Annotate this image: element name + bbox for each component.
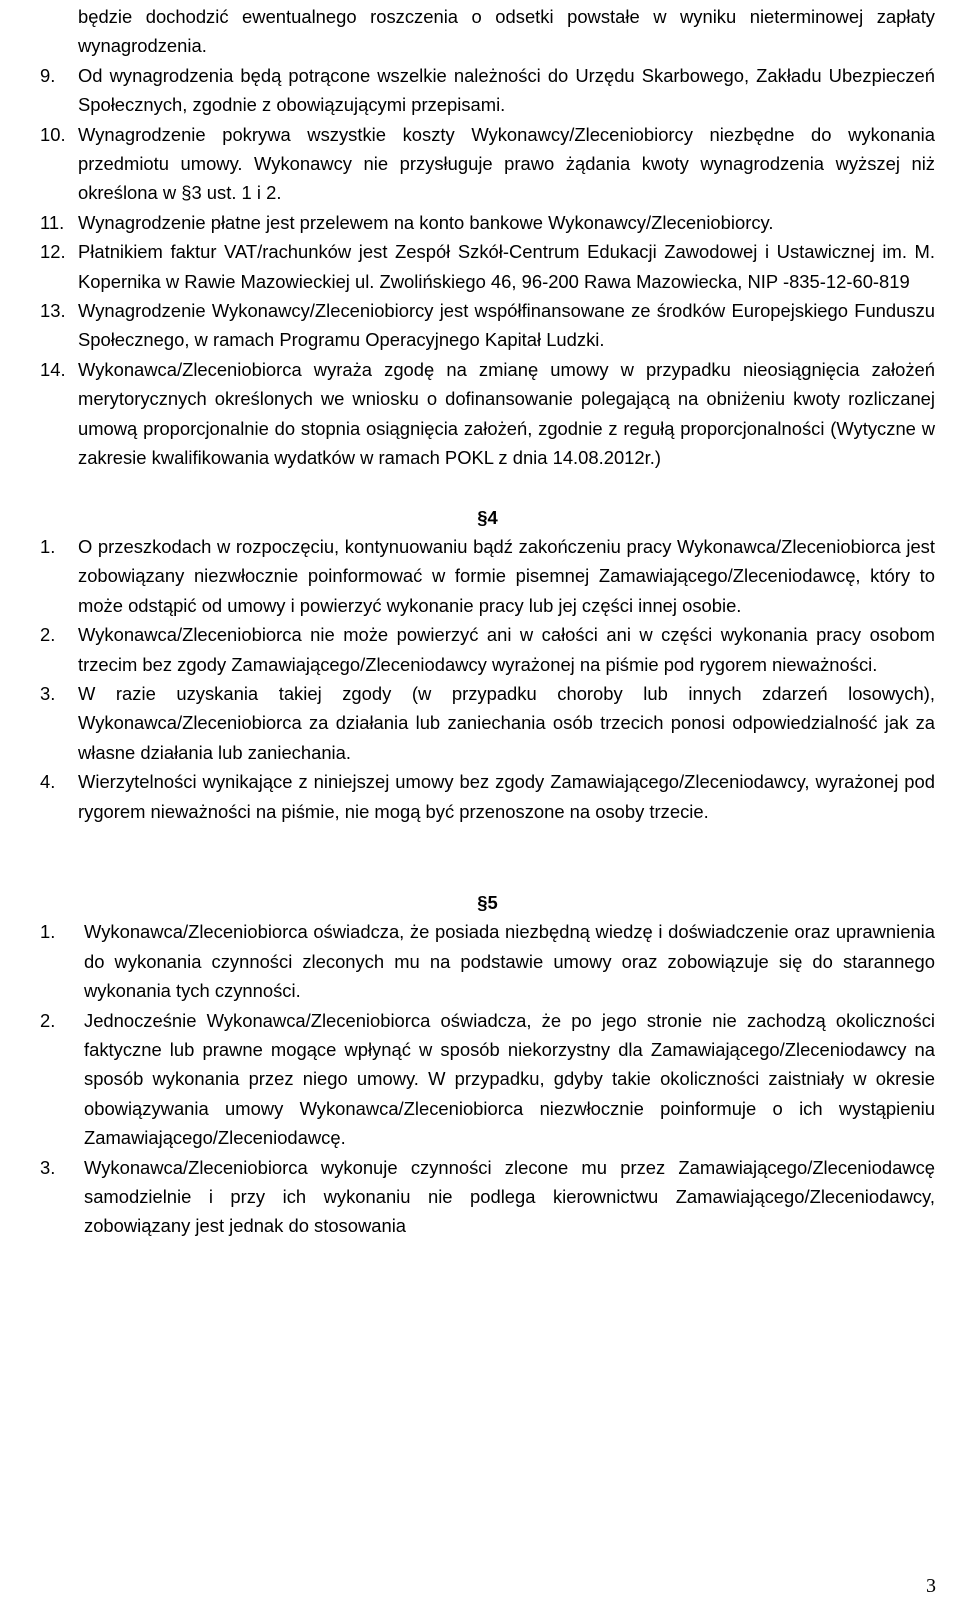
list-item	[40, 296, 935, 355]
item-number: 1.	[40, 921, 56, 943]
section-5-heading: §5	[477, 891, 498, 913]
item-number: 1.	[40, 535, 56, 557]
item-number: 2.	[40, 624, 56, 646]
item-number: 10.	[40, 123, 66, 145]
item-number: 9.	[40, 64, 56, 86]
list-item	[40, 1153, 935, 1241]
list-item	[40, 679, 935, 767]
list-item	[40, 917, 935, 1005]
list-item	[40, 620, 935, 679]
item-number: 14.	[40, 358, 66, 380]
item-text: Jednocześnie Wykonawca/Zleceniobiorca oświadcza, że po jego stronie nie zachodzą okoliczności faktyczne lub prawne mogące wpłynąć w sposób niekorzystny dla Zamawiającego/Zleceniodawcy na sposób wykonania przez niego umowy. W przypadku, gdyby takie okoliczności zaistniały w okresie obowiązywania umowy Wykonawca/Zleceniobiorca niezwłocznie poinformuje o ich wystąpieniu Zamawiającego/Zleceniodawcę.	[84, 1009, 935, 1149]
list-item	[40, 237, 935, 296]
item-number: 13.	[40, 300, 66, 322]
item-number: 11.	[40, 211, 65, 233]
item-number: 12.	[40, 241, 66, 263]
document-page	[40, 0, 935, 1241]
item-text: Wynagrodzenie pokrywa wszystkie koszty Wykonawcy/Zleceniobiorcy niezbędne do wykonania przedmiotu umowy. Wykonawcy nie przysługuje prawo żądania kwoty wynagrodzenia wyższej niż określona w §3 ust. 1 i 2.	[78, 123, 935, 204]
item-number: 3.	[40, 1156, 56, 1178]
section-3-items	[40, 61, 935, 473]
item-text: Wynagrodzenie płatne jest przelewem na konto bankowe Wykonawcy/Zleceniobiorcy.	[78, 211, 774, 233]
item-number: 3.	[40, 682, 56, 704]
item-text: Wykonawca/Zleceniobiorca oświadcza, że posiada niezbędną wiedzę i doświadczenie oraz uprawnienia do wykonania czynności zleconych mu na podstawie umowy oraz zobowiązuje się do starannego wykonania tych czynności.	[84, 921, 935, 1002]
section-4-items	[40, 532, 935, 826]
intro-paragraph: będzie dochodzić ewentualnego roszczenia o odsetki powstałe w wyniku nieterminowej zapłaty wynagrodzenia.	[78, 6, 935, 57]
list-item	[40, 61, 935, 120]
item-text: Płatnikiem faktur VAT/rachunków jest Zespół Szkół-Centrum Edukacji Zawodowej i Ustawicznej im. M. Kopernika w Rawie Mazowieckiej ul. Zwolińskiego 46, 96-200 Rawa Mazowiecka, NIP -835-12-60-819	[78, 241, 935, 292]
page-number: 3	[926, 1575, 936, 1597]
item-number: 4.	[40, 771, 56, 793]
item-text: Wykonawca/Zleceniobiorca nie może powierzyć ani w całości ani w części wykonania pracy osobom trzecim bez zgody Zamawiającego/Zleceniodawcy wyrażonej na piśmie pod rygorem nieważności.	[78, 624, 935, 675]
list-item	[40, 1006, 935, 1153]
item-text: Wierzytelności wynikające z niniejszej umowy bez zgody Zamawiającego/Zleceniodawcy, wyrażonej pod rygorem nieważności na piśmie, nie mogą być przenoszone na osoby trzecie.	[78, 771, 935, 822]
section-5-items	[40, 917, 935, 1240]
item-number: 2.	[40, 1009, 56, 1031]
item-text: O przeszkodach w rozpoczęciu, kontynuowaniu bądź zakończeniu pracy Wykonawca/Zleceniobiorca jest zobowiązany niezwłocznie poinformować w formie pisemnej Zamawiającego/Zleceniodawcę, który to może odstąpić od umowy i powierzyć wykonanie pracy lub jej części innej osobie.	[78, 535, 935, 616]
item-text: W razie uzyskania takiej zgody (w przypadku choroby lub innych zdarzeń losowych), Wykonawca/Zleceniobiorca za działania lub zaniechania osób trzecich ponosi odpowiedzialność jak za własne działania lub zaniechania.	[78, 682, 935, 763]
item-text: Wynagrodzenie Wykonawcy/Zleceniobiorcy jest współfinansowane ze środków Europejskiego Funduszu Społecznego, w ramach Programu Operacyjnego Kapitał Ludzki.	[78, 300, 935, 351]
list-item	[40, 120, 935, 208]
list-item	[40, 208, 935, 237]
list-item	[40, 355, 935, 473]
item-text: Wykonawca/Zleceniobiorca wykonuje czynności zlecone mu przez Zamawiającego/Zleceniodawcę samodzielnie i przy ich wykonaniu nie podlega kierownictwu Zamawiającego/Zleceniodawcy, zobowiązany jest jednak do stosowania	[84, 1156, 935, 1237]
item-text: Od wynagrodzenia będą potrącone wszelkie należności do Urzędu Skarbowego, Zakładu Ubezpieczeń Społecznych, zgodnie z obowiązującymi przepisami.	[78, 64, 935, 116]
section-4-heading: §4	[477, 506, 498, 528]
list-item	[40, 532, 935, 620]
list-item	[40, 767, 935, 826]
item-text: Wykonawca/Zleceniobiorca wyraża zgodę na zmianę umowy w przypadku nieosiągnięcia założeń merytorycznych określonych we wniosku o dofinansowanie polegającą na obniżeniu kwoty rozliczanej umową proporcjonalnie do stopnia osiągnięcia założeń, zgodnie z regułą proporcjonalności (Wytyczne w zakresie kwalifikowania wydatków w ramach POKL z dnia 14.08.2012r.)	[78, 358, 935, 469]
